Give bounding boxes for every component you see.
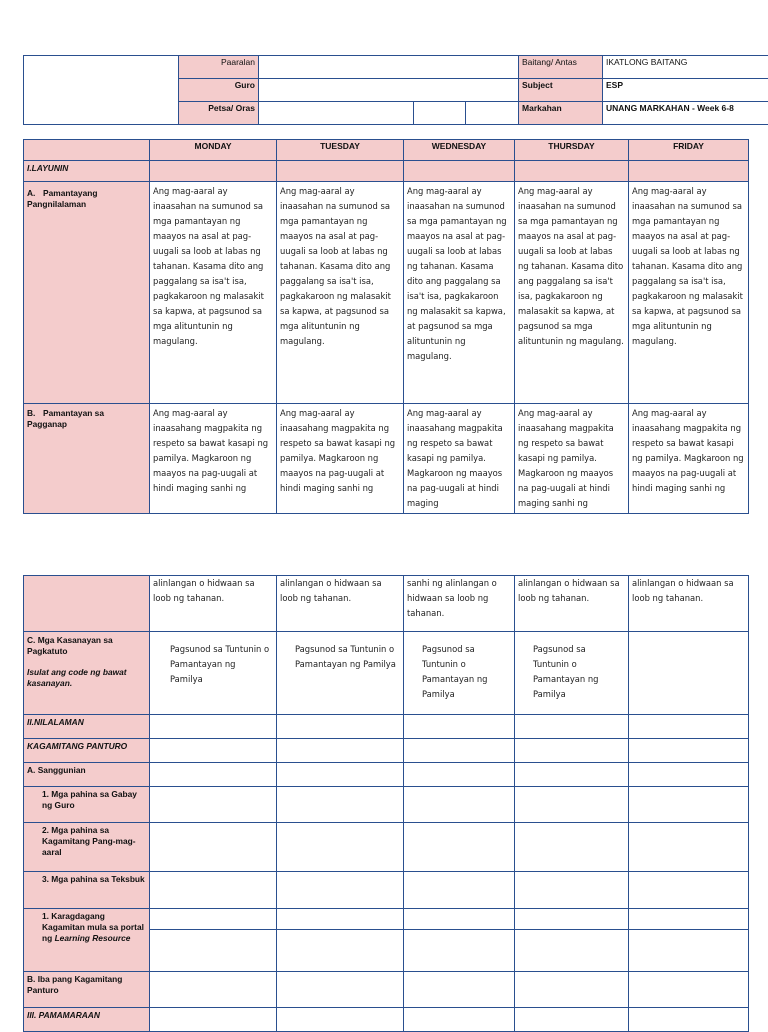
iba-pang-cell[interactable] <box>277 972 404 1008</box>
kagamitan-cell[interactable] <box>629 739 749 763</box>
label-text: Pamantayang Pangnilalaman <box>27 188 98 209</box>
sanggunian-cell[interactable] <box>277 763 404 787</box>
pamantayang-wednesday: Ang mag-aaral ay inaasahan na sumunod sa mga pamantayan ng maayos na asal at pag-uugali sa loob at labas ng tahanan. Kasama dito ang paggalang sa isa't isa, pagkakaroon ng malasakit sa kapwa, at pagsunod sa mga alituntunin ng magulang. <box>404 182 515 404</box>
nilalaman-heading: II.NILALAMAN <box>24 715 150 739</box>
lesson-plan-table-page2 <box>23 575 749 1032</box>
kagamitan-cell[interactable] <box>404 739 515 763</box>
sanggunian-cell[interactable] <box>515 763 629 787</box>
pagganap-cont-wednesday: sanhi ng alinlangan o hidwaan sa loob ng tahanan. <box>404 576 515 632</box>
kagamitang-pang-cell[interactable] <box>404 823 515 872</box>
kagamitang-pang-cell[interactable] <box>150 823 277 872</box>
markahan-label: Markahan <box>519 102 603 125</box>
gabay-cell[interactable] <box>629 787 749 823</box>
sanggunian-cell[interactable] <box>150 763 277 787</box>
kasanayan-friday <box>629 632 749 715</box>
karagdagang-label <box>24 909 150 972</box>
teksbuk-cell[interactable] <box>277 872 404 909</box>
karagdagang-text: 1. Karagdagang Kagamitan mula sa portal ng <box>42 911 144 943</box>
pamamaraan-cell[interactable] <box>150 1008 277 1032</box>
iba-pang-cell[interactable] <box>150 972 277 1008</box>
pamantayang-thursday: Ang mag-aaral ay inaasahan na sumunod sa mga pamantayan ng maayos na asal at pag-uugali sa loob at labas ng tahanan. Kasama dito ang paggalang sa isa't isa, pagkakaroon ng malasakit sa kapwa, at pagsunod sa mga alituntunin ng magulang. <box>515 182 629 404</box>
subject-value: ESP <box>603 79 768 102</box>
gabay-label: 1. Mga pahina sa Gabay ng Guro <box>24 787 150 823</box>
nilalaman-cell[interactable] <box>404 715 515 739</box>
day-header-friday: FRIDAY <box>629 140 749 161</box>
karagdagang-cell[interactable] <box>515 909 629 930</box>
markahan-value: UNANG MARKAHAN - Week 6-8 <box>603 102 768 125</box>
pagganap-monday: Ang mag-aaral ay inaasahang magpakita ng respeto sa bawat kasapi ng pamilya. Magkaroon ng maayos na pag-uugali at hindi maging sanhi ng <box>150 404 277 514</box>
pagganap-cont-friday: alinlangan o hidwaan sa loob ng tahanan. <box>629 576 749 632</box>
karagdagang-cell[interactable] <box>515 930 629 972</box>
kasanayan-note: Isulat ang code ng bawat kasanayan. <box>27 667 127 688</box>
kagamitan-heading: KAGAMITANG PANTURO <box>24 739 150 763</box>
subject-label: Subject <box>519 79 603 102</box>
pamantayang-tuesday: Ang mag-aaral ay inaasahan na sumunod sa mga pamantayan ng maayos na asal at pag-uugali sa loob at labas ng tahanan. Kasama dito ang paggalang sa isa't isa, pagkakaroon ng malasakit sa kapwa, at pagsunod sa mga alituntunin ng magulang. <box>277 182 404 404</box>
layunin-cell <box>515 161 629 182</box>
layunin-cell <box>277 161 404 182</box>
kagamitang-pang-label: 2. Mga pahina sa Kagamitang Pang-mag-aaral <box>24 823 150 872</box>
teksbuk-cell[interactable] <box>404 872 515 909</box>
sanggunian-cell[interactable] <box>404 763 515 787</box>
baitang-value: IKATLONG BAITANG <box>603 56 768 79</box>
gabay-cell[interactable] <box>404 787 515 823</box>
teksbuk-cell[interactable] <box>150 872 277 909</box>
pamamaraan-cell[interactable] <box>404 1008 515 1032</box>
pamantayang-label <box>24 182 150 404</box>
corner-cell <box>24 140 150 161</box>
label-letter: A. <box>27 188 36 198</box>
oras-value[interactable] <box>414 102 466 125</box>
paaralan-value[interactable] <box>259 56 519 79</box>
kagamitan-cell[interactable] <box>515 739 629 763</box>
pamamaraan-cell[interactable] <box>515 1008 629 1032</box>
sanggunian-cell[interactable] <box>629 763 749 787</box>
baitang-label: Baitang/ Antas <box>519 56 603 79</box>
sanggunian-heading: A. Sanggunian <box>24 763 150 787</box>
guro-label: Guro <box>179 79 259 102</box>
kagamitang-pang-cell[interactable] <box>515 823 629 872</box>
layunin-cell <box>150 161 277 182</box>
label-text: Pamantayan sa Pagganap <box>27 408 104 429</box>
kagamitan-cell[interactable] <box>150 739 277 763</box>
karagdagang-italic: Learning Resource <box>54 933 131 943</box>
nilalaman-cell[interactable] <box>629 715 749 739</box>
day-header-wednesday: WEDNESDAY <box>404 140 515 161</box>
day-header-thursday: THURSDAY <box>515 140 629 161</box>
teksbuk-cell[interactable] <box>629 872 749 909</box>
karagdagang-cell[interactable] <box>404 930 515 972</box>
kasanayan-label <box>24 632 150 715</box>
pagganap-thursday: Ang mag-aaral ay inaasahang magpakita ng respeto sa bawat kasapi ng pamilya. Magkaroon ng maayos na pag-uugali at hindi maging sanhi ng <box>515 404 629 514</box>
paaralan-label: Paaralan <box>179 56 259 79</box>
iba-pang-cell[interactable] <box>404 972 515 1008</box>
pagganap-tuesday: Ang mag-aaral ay inaasahang magpakita ng respeto sa bawat kasapi ng pamilya. Magkaroon ng maayos na pag-uugali at hindi maging sanhi ng <box>277 404 404 514</box>
pagganap-continued-label <box>24 576 150 632</box>
day-header-monday: MONDAY <box>150 140 277 161</box>
nilalaman-cell[interactable] <box>277 715 404 739</box>
pagganap-cont-tuesday: alinlangan o hidwaan sa loob ng tahanan. <box>277 576 404 632</box>
lesson-plan-table-page1 <box>23 139 749 514</box>
layunin-cell <box>629 161 749 182</box>
header-table <box>23 55 768 125</box>
karagdagang-cell[interactable] <box>277 909 404 930</box>
iba-pang-label: B. Iba pang Kagamitang Panturo <box>24 972 150 1008</box>
pamamaraan-heading: III. PAMAMARAAN <box>24 1008 150 1032</box>
gabay-cell[interactable] <box>150 787 277 823</box>
iba-pang-cell[interactable] <box>629 972 749 1008</box>
karagdagang-cell[interactable] <box>277 930 404 972</box>
teksbuk-cell[interactable] <box>515 872 629 909</box>
pagganap-label <box>24 404 150 514</box>
pamantayang-monday: Ang mag-aaral ay inaasahan na sumunod sa mga pamantayan ng maayos na asal at pag-uugali sa loob at labas ng tahanan. Kasama dito ang paggalang sa isa't isa, pagkakaroon ng malasakit sa kapwa, at pagsunod sa mga alituntunin ng magulang. <box>150 182 277 404</box>
pagganap-wednesday: Ang mag-aaral ay inaasahang magpakita ng respeto sa bawat kasapi ng pamilya. Magkaroon ng maayos na pag-uugali at hindi maging <box>404 404 515 514</box>
petsa-value[interactable] <box>259 102 414 125</box>
kasanayan-title: C. Mga Kasanayan sa Pagkatuto <box>27 635 113 656</box>
kagamitan-cell[interactable] <box>277 739 404 763</box>
teksbuk-label: 3. Mga pahina sa Teksbuk <box>24 872 150 909</box>
pagganap-cont-monday: alinlangan o hidwaan sa loob ng tahanan. <box>150 576 277 632</box>
kagamitang-pang-cell[interactable] <box>629 823 749 872</box>
kasanayan-thursday: Pagsunod sa Tuntunin o Pamantayan ng Pamilya <box>515 632 629 715</box>
nilalaman-cell[interactable] <box>150 715 277 739</box>
kasanayan-tuesday: Pagsunod sa Tuntunin o Pamantayan ng Pamilya <box>277 632 404 715</box>
pagganap-cont-thursday: alinlangan o hidwaan sa loob ng tahanan. <box>515 576 629 632</box>
blank-cell <box>466 102 519 125</box>
iba-pang-cell[interactable] <box>515 972 629 1008</box>
karagdagang-cell[interactable] <box>629 909 749 930</box>
petsa-label: Petsa/ Oras <box>179 102 259 125</box>
pamamaraan-cell[interactable] <box>629 1008 749 1032</box>
karagdagang-cell[interactable] <box>404 909 515 930</box>
layunin-cell <box>404 161 515 182</box>
gabay-cell[interactable] <box>277 787 404 823</box>
pagganap-friday: Ang mag-aaral ay inaasahang magpakita ng respeto sa bawat kasapi ng pamilya. Magkaroon ng maayos na pag-uugali at hindi maging sanhi ng <box>629 404 749 514</box>
logo-cell <box>24 56 179 125</box>
karagdagang-cell[interactable] <box>629 930 749 972</box>
nilalaman-cell[interactable] <box>515 715 629 739</box>
karagdagang-cell[interactable] <box>150 930 277 972</box>
pamamaraan-cell[interactable] <box>277 1008 404 1032</box>
kasanayan-monday: Pagsunod sa Tuntunin o Pamantayan ng Pamilya <box>150 632 277 715</box>
label-letter: B. <box>27 408 36 418</box>
gabay-cell[interactable] <box>515 787 629 823</box>
day-header-tuesday: TUESDAY <box>277 140 404 161</box>
guro-value[interactable] <box>259 79 519 102</box>
layunin-heading: I.LAYUNIN <box>24 161 150 182</box>
pamantayang-friday: Ang mag-aaral ay inaasahan na sumunod sa mga pamantayan ng maayos na asal at pag-uugali sa loob at labas ng tahanan. Kasama dito ang paggalang sa isa't isa, pagkakaroon ng malasakit sa kapwa, at pagsunod sa mga alituntunin ng magulang. <box>629 182 749 404</box>
kasanayan-wednesday: Pagsunod sa Tuntunin o Pamantayan ng Pamilya <box>404 632 515 715</box>
karagdagang-cell[interactable] <box>150 909 277 930</box>
kagamitang-pang-cell[interactable] <box>277 823 404 872</box>
